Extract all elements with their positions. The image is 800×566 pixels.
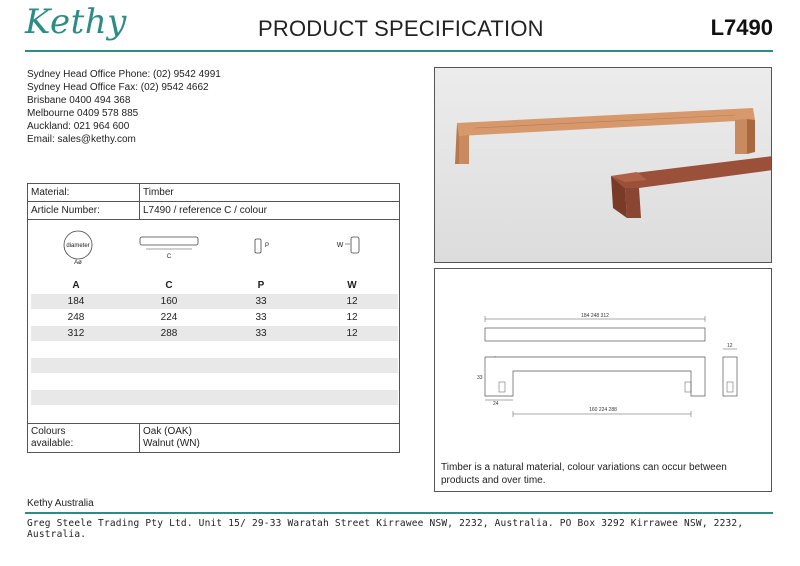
empty-row (31, 342, 398, 357)
material-label: Material: (28, 184, 140, 202)
cell-c: 160 (160, 296, 178, 307)
brand-logo: Kethy (25, 2, 127, 42)
diameter-icon (62, 229, 96, 270)
width-icon (334, 235, 364, 262)
header-p: P (257, 280, 265, 291)
product-photo (434, 67, 772, 263)
cell-w: 12 (346, 328, 358, 339)
cell-p: 33 (255, 328, 267, 339)
contact-details (27, 68, 221, 146)
colours-options (140, 424, 400, 453)
contact-line: Auckland: 021 964 600 (27, 121, 130, 132)
cell-w: 12 (346, 296, 358, 307)
header-a: A (72, 280, 80, 291)
width-text: W (336, 242, 344, 249)
spec-table (27, 183, 400, 220)
cell-a: 184 (67, 296, 85, 307)
length-text: C (166, 254, 172, 260)
contact-line: Brisbane 0400 494 368 (27, 95, 131, 106)
footer-divider (25, 512, 773, 514)
empty-row (31, 374, 398, 389)
dimension-headers (28, 280, 399, 294)
table-row (28, 202, 400, 220)
header-c: C (165, 280, 173, 291)
cell-p: 33 (255, 296, 267, 307)
contact-email: Email: sales@kethy.com (27, 134, 136, 145)
colours-label-line: available: (31, 438, 74, 449)
colours-table (27, 423, 400, 453)
leg-label: 24 (493, 401, 499, 407)
header-w: W (347, 280, 357, 291)
table-row (28, 424, 400, 453)
article-label: Article Number: (28, 202, 140, 220)
technical-drawing (434, 268, 772, 492)
diameter-sub-text: Aø (74, 260, 82, 265)
empty-row (31, 358, 398, 373)
empty-row (31, 390, 398, 405)
contact-line: Sydney Head Office Phone: (02) 9542 4991 (27, 69, 221, 80)
table-row (31, 294, 398, 309)
contact-line: Melbourne 0409 578 885 (27, 108, 139, 119)
diameter-text: diameter (66, 243, 90, 249)
cell-a: 312 (67, 328, 85, 339)
colour-option-walnut: Walnut (WN) (143, 438, 200, 449)
height-label: 33 (477, 375, 483, 381)
cell-a: 248 (67, 312, 85, 323)
side-width-label: 12 (727, 343, 733, 349)
table-row (31, 310, 398, 325)
projection-icon (252, 237, 272, 262)
colours-label-line: Colours (31, 426, 66, 437)
contact-line: Sydney Head Office Fax: (02) 9542 4662 (27, 82, 209, 93)
page-title: PRODUCT SPECIFICATION (258, 16, 544, 41)
product-code: L7490 (710, 15, 773, 40)
article-value: L7490 / reference C / colour (140, 202, 400, 220)
cell-p: 33 (255, 312, 267, 323)
table-row (31, 326, 398, 341)
material-value: Timber (140, 184, 400, 202)
length-icon (138, 235, 200, 266)
header-divider (25, 50, 773, 52)
footer-address: Greg Steele Trading Pty Ltd. Unit 15/ 29-33 Waratah Street Kirrawee NSW, 2232, Australia. PO Box 3292 Kirrawee NSW, 2232, Australia. (27, 518, 744, 540)
bottom-dims-label: 160 224 288 (589, 407, 617, 413)
colour-option-oak: Oak (OAK) (143, 426, 192, 437)
dimensions-block (27, 219, 400, 423)
projection-text: P (264, 243, 270, 249)
top-dims-label: 184 248 312 (581, 313, 609, 319)
material-note: Timber is a natural material, colour variations can occur between products and over time. (441, 462, 727, 486)
colours-label (28, 424, 140, 453)
footer-company: Kethy Australia (27, 498, 94, 509)
table-row (28, 184, 400, 202)
cell-c: 224 (160, 312, 178, 323)
cell-c: 288 (160, 328, 178, 339)
cell-w: 12 (346, 312, 358, 323)
